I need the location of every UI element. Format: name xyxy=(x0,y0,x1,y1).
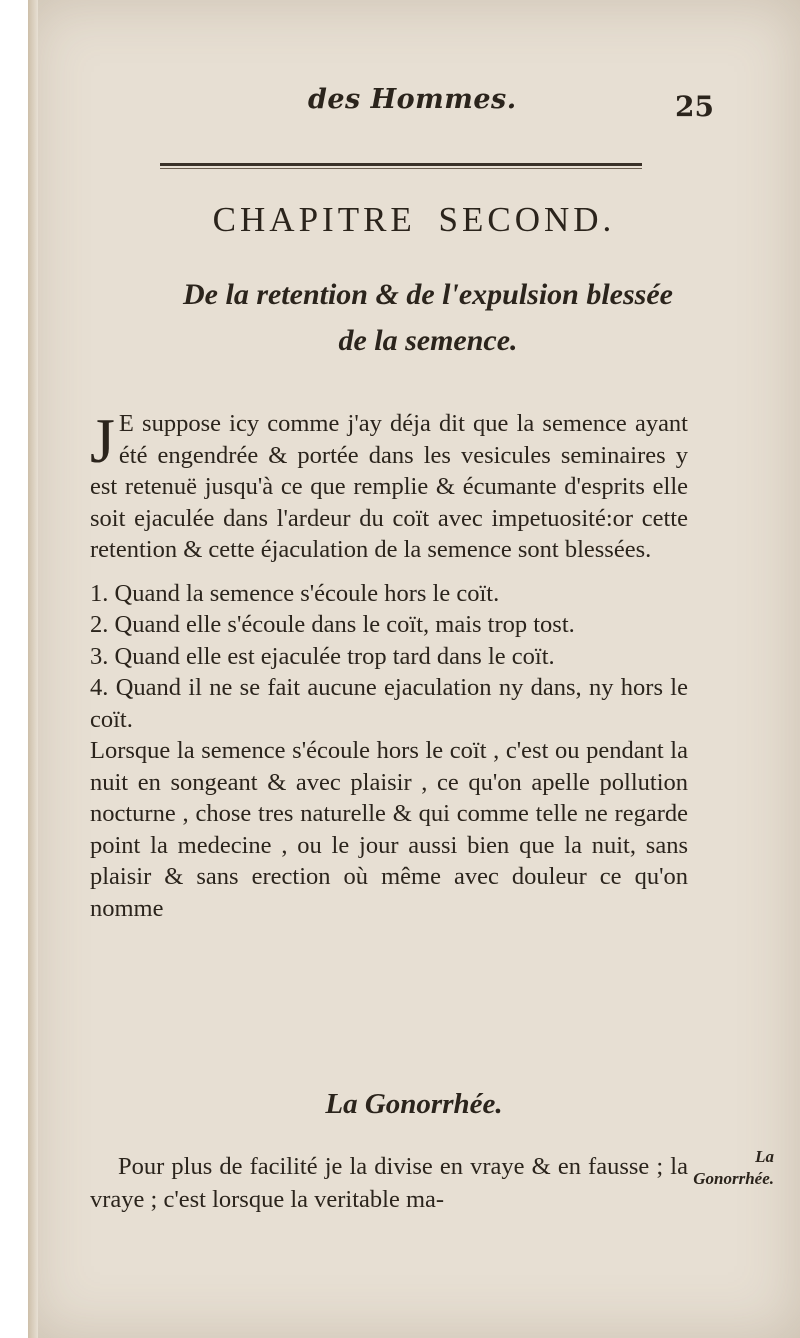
running-head: des Hommes. xyxy=(308,84,517,115)
section-paragraph: Pour plus de facilité je la divise en vraye & en fausse ; la vraye ; c'est lorsque la veritable ma- xyxy=(90,1153,688,1213)
section-heading: La Gonorrhée. xyxy=(325,1088,503,1120)
drop-cap: J xyxy=(90,405,115,476)
page-number: 25 xyxy=(675,90,714,123)
list-item: 4. Quand il ne se fait aucune ejaculation ny dans, ny hors le coït. xyxy=(90,674,688,733)
section-body xyxy=(90,1150,688,1216)
chapter-subtitle-line-1: De la retention & de l'expulsion blessée xyxy=(183,278,673,311)
body-paragraph: Lorsque la semence s'écoule hors le coït , c'est ou pendant la nuit en songeant & avec plaisir , ce qu'on apelle pollution nocturne , chose tres naturelle & qui comme telle ne regarde point la medecine , ou le jour aussi bien que la nuit, sans plaisir & sans erection où même avec douleur ce qu'on nomme xyxy=(90,737,688,922)
header-rule xyxy=(160,163,642,166)
intro-paragraph xyxy=(90,405,688,566)
list-item: 1. Quand la semence s'écoule hors le coït. xyxy=(90,579,500,607)
margin-note: La Gonorrhée. xyxy=(693,1147,774,1188)
list-item: 2. Quand elle s'écoule dans le coït, mais trop tost. xyxy=(90,611,575,638)
chapter-subtitle-line-2: de la semence. xyxy=(338,324,518,357)
chapter-body xyxy=(90,405,688,924)
chapter-heading: CHAPITRE SECOND. xyxy=(212,200,616,239)
list-item: 3. Quand elle est ejaculée trop tard dans le coït. xyxy=(90,642,555,670)
chapter-subtitle xyxy=(78,272,778,364)
book-page xyxy=(28,0,800,1338)
intro-text: E suppose icy comme j'ay déja dit que la semence ayant été engendrée & portée dans les vesicules seminaires y est retenuë jusqu'à ce que remplie & écumante d'esprits elle soit ejaculée dans l'ardeur du coït avec impetuosité:or cette retention & cette éjaculation de la semence sont blessées. xyxy=(90,410,688,563)
